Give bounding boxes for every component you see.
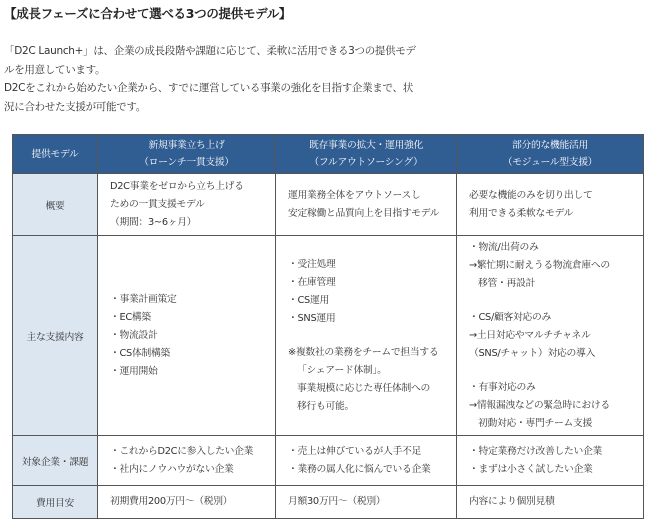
column-title: 部分的な機能活用	[512, 140, 588, 151]
table-header-row	[13, 135, 644, 174]
list-item: ・特定業務だけ改善したい企業	[469, 445, 602, 457]
header-new-business	[98, 135, 276, 174]
table-cell	[98, 236, 276, 436]
note-line: 事業規模に応じた専任体制への	[297, 382, 430, 394]
table-cell: 内容により個別見積	[457, 486, 644, 519]
list-item: ・売上は伸びているが人手不足	[288, 445, 421, 457]
intro-line: 「D2C Launch+」は、企業の成長段階や課題に応じて、柔軟に活用できる3つの提供モデ	[4, 45, 416, 57]
intro-line: ルを用意しています。	[4, 63, 106, 76]
cell-line: 運用業務全体をアウトソースし	[288, 189, 421, 201]
intro-paragraph-2	[4, 79, 424, 116]
spacer	[288, 328, 456, 344]
list-item: ・在庫管理	[288, 276, 336, 288]
table-cell	[457, 174, 644, 236]
table-row-overview	[13, 174, 644, 236]
intro-line: 況に合わせた支援が可能です。	[4, 100, 146, 113]
table-cell	[276, 436, 457, 486]
list-item: ・業務の属人化に悩んでいる企業	[288, 463, 431, 475]
group-detail: →情報漏洩などの緊急時における	[469, 399, 610, 411]
column-subtitle: （フルアウトソーシング）	[309, 157, 423, 168]
table-cell: 月額30万円～（税別）	[276, 486, 457, 519]
note-line: 移行も可能。	[297, 400, 354, 412]
group-title: ・物流/出荷のみ	[469, 241, 539, 253]
list-item: ・EC構築	[110, 311, 151, 323]
list-item: ・これからD2Cに参入したい企業	[110, 445, 254, 457]
section-heading: 【成長フェーズに合わせて選べる3つの提供モデル】	[4, 6, 292, 21]
column-title: 既存事業の拡大・運用強化	[309, 140, 423, 151]
row-label: 主な支援内容	[13, 236, 98, 436]
group-detail: →繁忙期に耐えうる物流倉庫への	[469, 259, 610, 271]
note-line: ※複数社の業務をチームで担当する	[288, 346, 439, 358]
row-label: 対象企業・課題	[13, 436, 98, 486]
list-item: ・受注処理	[288, 258, 336, 270]
group-detail: 初動対応・専門チーム支援	[478, 417, 592, 429]
table-row-support	[13, 236, 644, 436]
table-cell: 初期費用200万円～（税別）	[98, 486, 276, 519]
group-detail: （SNS/チャット）対応の導入	[469, 347, 596, 359]
cell-line: D2C事業をゼロから立ち上げる	[110, 180, 244, 192]
table-cell	[98, 174, 276, 236]
header-label: 提供モデル	[13, 135, 98, 174]
list-item: ・CS運用	[288, 294, 329, 306]
cell-line: 利用できる柔軟なモデル	[469, 207, 573, 219]
list-item: ・事業計画策定	[110, 293, 177, 305]
list-item: ・運用開始	[110, 365, 158, 377]
table-row-cost	[13, 486, 644, 519]
model-comparison-table	[12, 134, 644, 519]
table-cell	[98, 436, 276, 486]
table-cell	[276, 236, 457, 436]
header-existing-business	[276, 135, 457, 174]
spacer	[469, 363, 643, 379]
cell-line: 必要な機能のみを切り出して	[469, 189, 593, 201]
intro-line: D2Cをこれから始めたい企業から、すでに運営している事業の強化を目指す企業まで、状	[4, 82, 413, 94]
row-label: 概要	[13, 174, 98, 236]
row-label: 費用目安	[13, 486, 98, 519]
list-item: ・まずは小さく試したい企業	[469, 463, 593, 475]
group-detail: 移管・再設計	[478, 277, 535, 289]
group-title: ・CS/顧客対応のみ	[469, 311, 551, 323]
cell-line: （期間：3~6ヶ月）	[110, 216, 197, 228]
header-partial-module	[457, 135, 644, 174]
spacer	[469, 293, 643, 309]
table-cell	[457, 236, 644, 436]
table-cell	[276, 174, 457, 236]
group-title: ・有事対応のみ	[469, 381, 536, 393]
intro-paragraph-1	[4, 42, 424, 79]
table-row-target	[13, 436, 644, 486]
table-cell	[457, 436, 644, 486]
list-item: ・社内にノウハウがない企業	[110, 463, 234, 475]
cell-line: 安定稼働と品質向上を目指すモデル	[288, 207, 440, 219]
column-title: 新規事業立ち上げ	[148, 140, 225, 151]
note-line: 「シェアード体制」。	[297, 364, 387, 376]
column-subtitle: （モジュール型支援）	[502, 157, 598, 168]
cell-line: ための一貫支援モデル	[110, 198, 205, 210]
group-detail: →土日対応やマルチチャネル	[469, 329, 591, 341]
list-item: ・物流設計	[110, 329, 158, 341]
column-subtitle: （ローンチ一貫支援）	[139, 157, 234, 168]
list-item: ・CS体制構築	[110, 347, 170, 359]
intro-text	[4, 42, 424, 116]
list-item: ・SNS運用	[288, 312, 336, 324]
